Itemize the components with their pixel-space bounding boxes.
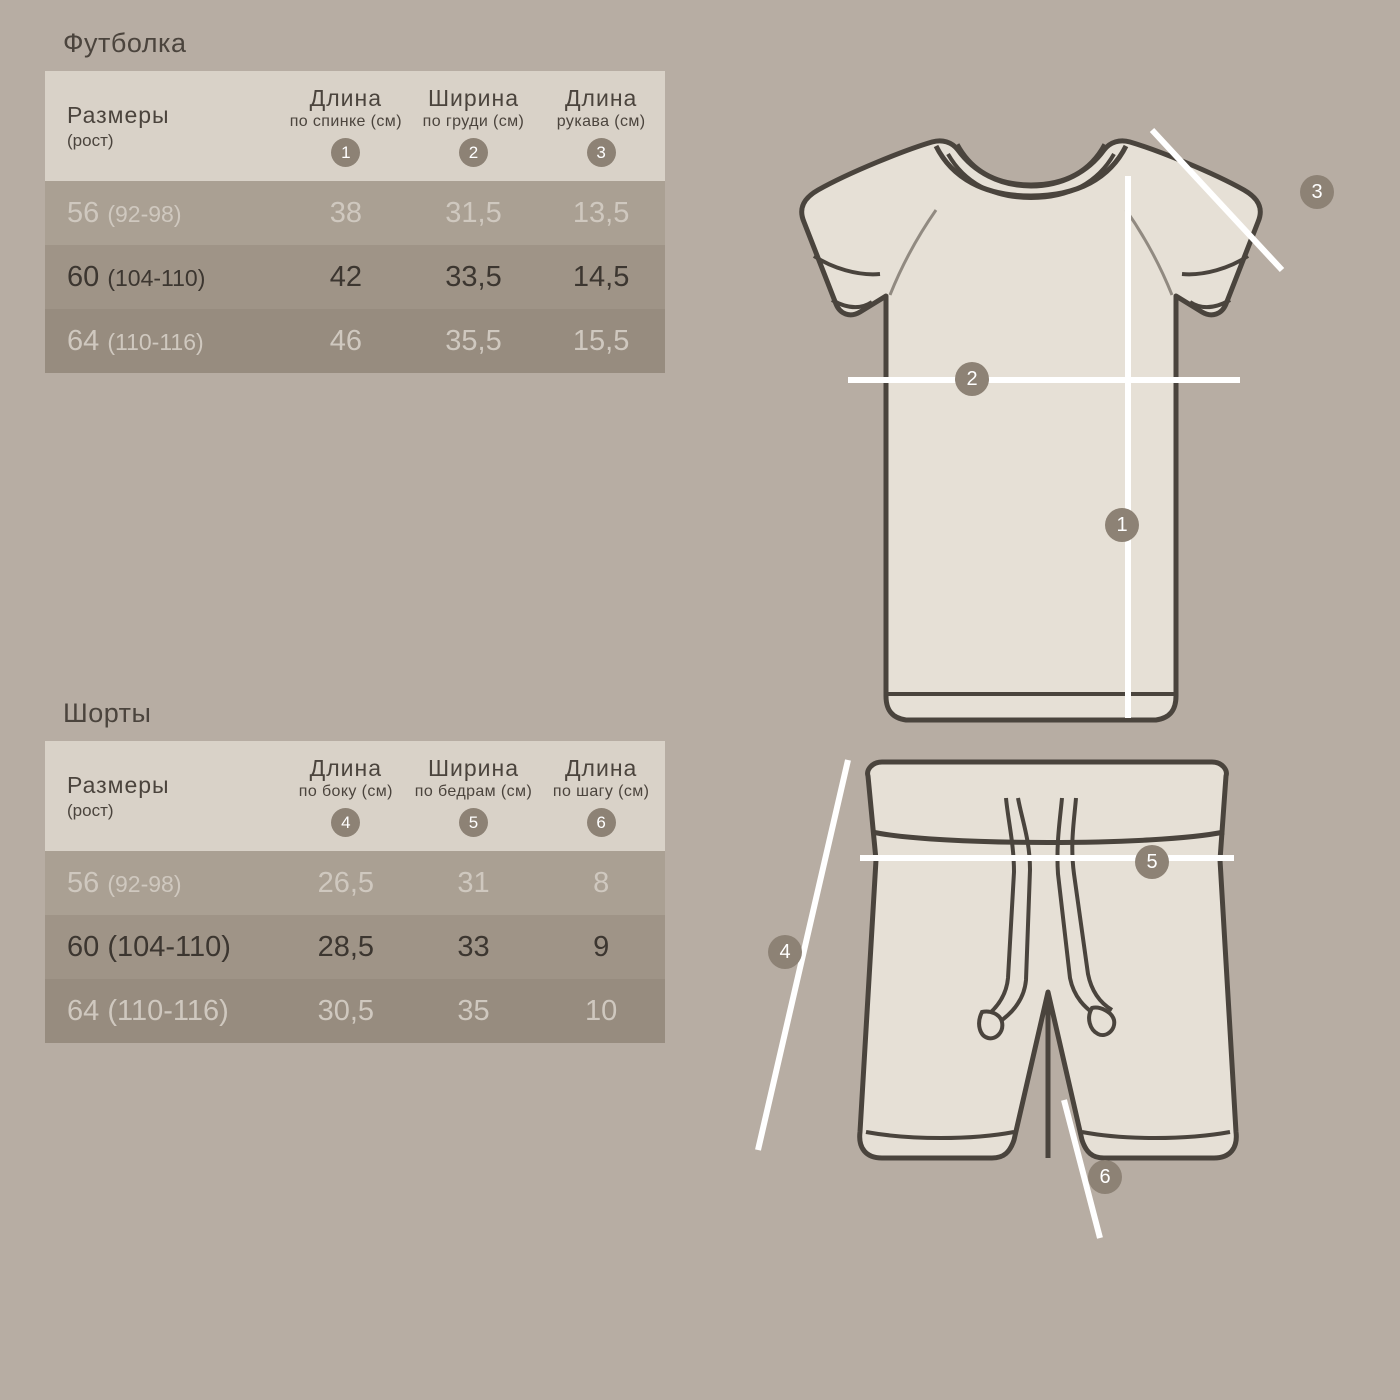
t-shirt-svg: [700, 90, 1380, 770]
measure-badge-6: 6: [587, 808, 616, 837]
row-size: 60 (104-110): [45, 245, 282, 309]
table-row: [45, 309, 665, 373]
tshirt-size-table: [45, 71, 665, 373]
header-sizes: Размеры (рост): [45, 71, 282, 181]
tshirt-size-table-block: [45, 28, 665, 373]
marker-1: 1: [1105, 508, 1139, 542]
shorts-table-title: Шорты: [63, 698, 152, 728]
row-cell: 8: [537, 851, 665, 915]
row-size: 64 (110-116): [45, 309, 282, 373]
table-header-row: [45, 71, 665, 181]
table-header-row: [45, 741, 665, 851]
header-col-6: Длина по шагу (см) 6: [537, 741, 665, 851]
measure-badge-2: 2: [459, 138, 488, 167]
marker-3: 3: [1300, 175, 1334, 209]
row-cell: 31,5: [410, 181, 538, 245]
row-cell: 10: [537, 979, 665, 1043]
marker-6: 6: [1088, 1160, 1122, 1194]
table-row: [45, 915, 665, 979]
row-cell: 28,5: [282, 915, 410, 979]
table-row: [45, 851, 665, 915]
marker-5: 5: [1135, 845, 1169, 879]
header-col-4: Длина по боку (см) 4: [282, 741, 410, 851]
row-size: 56 (92-98): [45, 851, 282, 915]
row-cell: 35,5: [410, 309, 538, 373]
row-cell: 38: [282, 181, 410, 245]
marker-4: 4: [768, 935, 802, 969]
row-size: 56 (92-98): [45, 181, 282, 245]
marker-2: 2: [955, 362, 989, 396]
row-cell: 33: [410, 915, 538, 979]
shorts-size-table: [45, 741, 665, 1043]
shorts-svg: [700, 740, 1380, 1270]
measure-badge-3: 3: [587, 138, 616, 167]
shorts-size-table-block: [45, 698, 665, 1043]
table-row: [45, 181, 665, 245]
table-row: [45, 979, 665, 1043]
measure-badge-5: 5: [459, 808, 488, 837]
row-cell: 30,5: [282, 979, 410, 1043]
row-size: 64 (110-116): [45, 979, 282, 1043]
row-cell: 46: [282, 309, 410, 373]
row-cell: 26,5: [282, 851, 410, 915]
header-col-5: Ширина по бедрам (см) 5: [410, 741, 538, 851]
shorts-technical-drawing: [700, 740, 1380, 1270]
measure-badge-4: 4: [331, 808, 360, 837]
measure-badge-1: 1: [331, 138, 360, 167]
header-col-3: Длина рукава (см) 3: [537, 71, 665, 181]
header-col-2: Ширина по груди (см) 2: [410, 71, 538, 181]
row-cell: 13,5: [537, 181, 665, 245]
table-row: [45, 245, 665, 309]
t-shirt-technical-drawing: [700, 90, 1380, 770]
row-size: 60 (104-110): [45, 915, 282, 979]
row-cell: 14,5: [537, 245, 665, 309]
tshirt-table-title: Футболка: [63, 28, 187, 58]
row-cell: 42: [282, 245, 410, 309]
header-sizes: Размеры (рост): [45, 741, 282, 851]
row-cell: 33,5: [410, 245, 538, 309]
row-cell: 31: [410, 851, 538, 915]
row-cell: 35: [410, 979, 538, 1043]
row-cell: 15,5: [537, 309, 665, 373]
header-col-1: Длина по спинке (см) 1: [282, 71, 410, 181]
row-cell: 9: [537, 915, 665, 979]
